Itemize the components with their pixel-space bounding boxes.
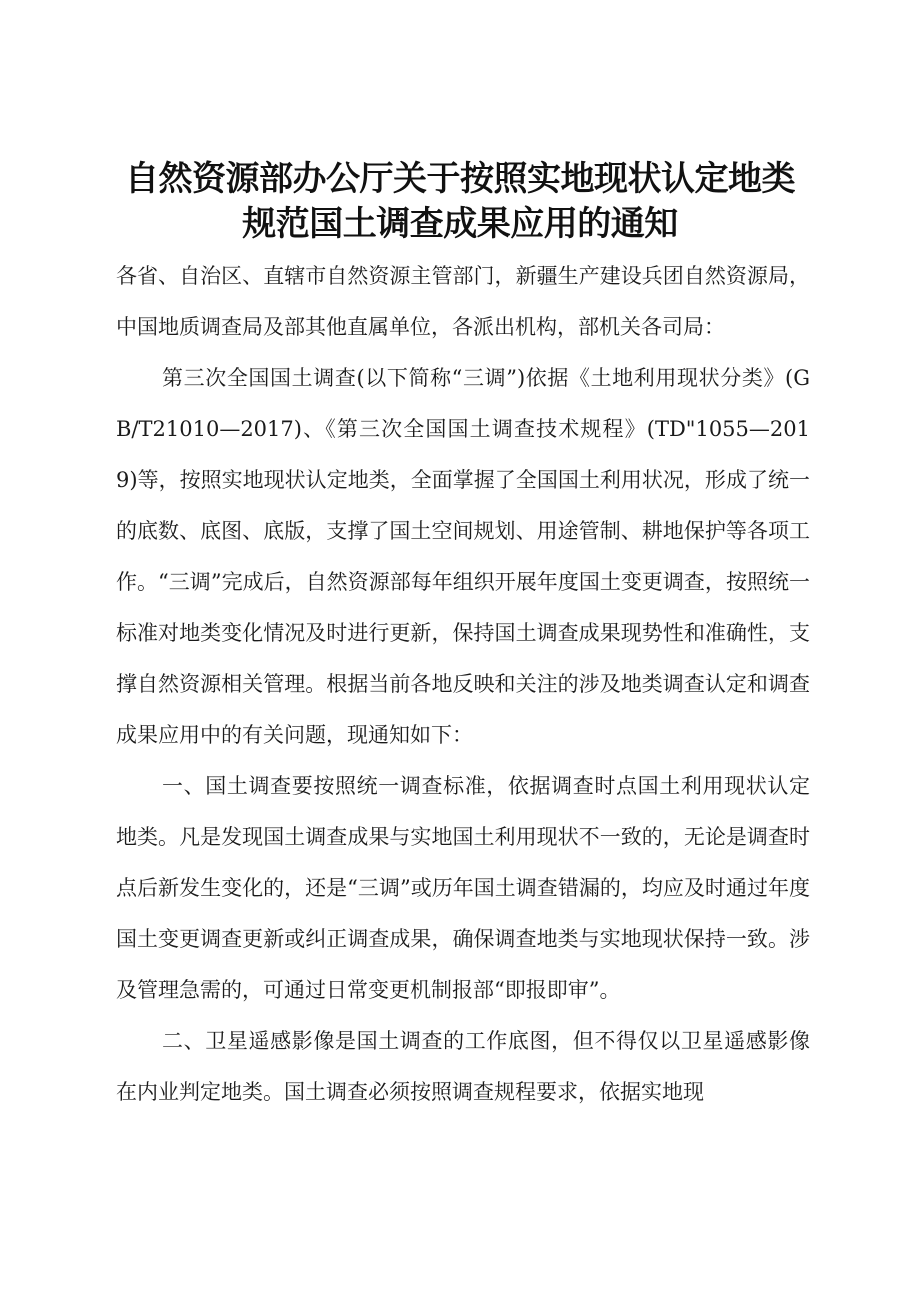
paragraph-item-2: 二、卫星遥感影像是国土调查的工作底图，但不得仅以卫星遥感影像在内业判定地类。国土调查必须按照调查规程要求，依据实地现 — [116, 1029, 810, 1104]
salutation: 各省、自治区、直辖市自然资源主管部门，新疆生产建设兵团自然资源局，中国地质调查局及部其他直属单位，各派出机构，部机关各司局： — [116, 264, 810, 339]
document-body — [116, 251, 810, 1118]
document-title-line-1: 自然资源部办公厅关于按照实地现状认定地类 — [125, 159, 795, 199]
paragraph-item-1: 一、国土调查要按照统一调查标准，依据调查时点国土利用现状认定地类。凡是发现国土调查成果与实地国土利用现状不一致的，无论是调查时点后新发生变化的，还是“三调”或历年国土调查错漏的，均应及时通过年度国土变更调查更新或纠正调查成果，确保调查地类与实地现状保持一致。涉及管理急需的，可通过日常变更机制报部“即报即审”。 — [116, 774, 810, 1002]
document-title-line-2: 规范国土调查成果应用的通知 — [242, 204, 678, 244]
paragraph-intro: 第三次全国国土调查(以下简称“三调”)依据《土地利用现状分类》(GB/T21010—2017)、《第三次全国国土调查技术规程》(TD"1055—2019)等，按照实地现状认定地类，全面掌握了全国国土利用状况，形成了统一的底数、底图、底版，支撑了国土空间规划、用途管制、耕地保护等各项工作。“三调”完成后，自然资源部每年组织开展年度国土变更调查，按照统一标准对地类变化情况及时进行更新，保持国土调查成果现势性和准确性，支撑自然资源相关管理。根据当前各地反映和关注的涉及地类调查认定和调查成果应用中的有关问题，现通知如下： — [116, 366, 810, 747]
